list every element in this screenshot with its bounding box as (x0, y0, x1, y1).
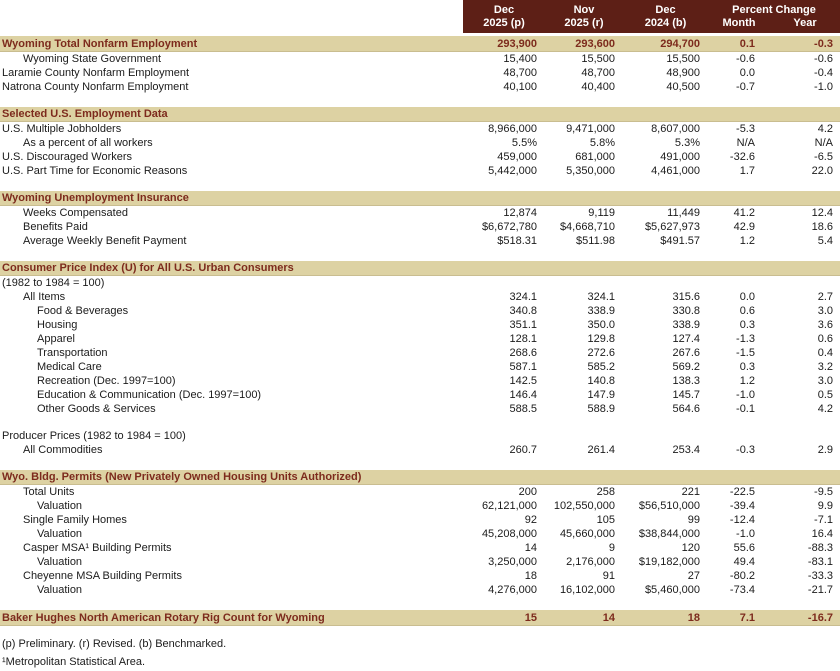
row-label: Selected U.S. Employment Data (2, 108, 168, 120)
table-row (0, 136, 840, 150)
value-dec-2024: 127.4 (672, 333, 700, 345)
value-nov-2025: 9 (608, 542, 615, 554)
table-row (0, 402, 840, 416)
value-dec-2025: 5.5% (511, 137, 537, 149)
table-row (0, 360, 840, 374)
value-dec-2025: 459,000 (497, 151, 537, 163)
row-label: Casper MSA¹ Building Permits (23, 542, 172, 554)
value-pct-change-month: 0.1 (739, 37, 755, 50)
value-dec-2025: 18 (524, 570, 537, 582)
value-dec-2024: $56,510,000 (638, 500, 700, 512)
footnotes (0, 626, 840, 671)
table-row (0, 541, 840, 555)
column-header-line1: Nov (573, 3, 595, 16)
value-dec-2024: 11,449 (667, 207, 700, 219)
value-dec-2025: 324.1 (509, 291, 537, 303)
table-header (0, 0, 840, 33)
value-pct-change-year: 5.4 (817, 235, 833, 247)
row-label: As a percent of all workers (23, 137, 153, 149)
value-nov-2025: 102,550,000 (553, 500, 615, 512)
value-nov-2025: $4,668,710 (559, 221, 615, 233)
table-row (0, 346, 840, 360)
value-dec-2024: $5,460,000 (644, 584, 700, 596)
value-nov-2025: 147.9 (587, 389, 615, 401)
value-dec-2025: 5,442,000 (488, 165, 537, 177)
row-label: Valuation (37, 556, 83, 568)
footnote-abbreviations: (p) Preliminary. (r) Revised. (b) Benchmarked. (2, 638, 227, 650)
table-row (0, 276, 840, 290)
row-label: Valuation (37, 528, 83, 540)
value-pct-change-month: -0.3 (736, 444, 755, 456)
value-dec-2024: 27 (687, 570, 700, 582)
value-pct-change-month: -0.7 (736, 81, 755, 93)
row-label: Recreation (Dec. 1997=100) (37, 375, 176, 387)
table-row (0, 107, 840, 122)
table-row (0, 80, 840, 94)
value-pct-change-year: 0.5 (817, 389, 833, 401)
row-label: Total Units (23, 486, 75, 498)
value-pct-change-year: 0.6 (817, 333, 833, 345)
section-spacer (0, 597, 840, 610)
value-dec-2024: $5,627,973 (644, 221, 700, 233)
row-label: Benefits Paid (23, 221, 88, 233)
table-body (0, 36, 840, 626)
value-nov-2025: 293,600 (575, 37, 615, 50)
value-nov-2025: 91 (602, 570, 615, 582)
column-header-line2: 2024 (b) (644, 16, 687, 29)
value-dec-2025: 200 (518, 486, 537, 498)
table-row (0, 569, 840, 583)
value-dec-2024: $491.57 (660, 235, 700, 247)
table-row (0, 290, 840, 304)
value-dec-2024: 99 (687, 514, 700, 526)
column-header-line1: Dec (655, 3, 676, 16)
value-pct-change-year: -88.3 (807, 542, 833, 554)
value-dec-2024: 15,500 (666, 53, 700, 65)
row-label: All Commodities (23, 444, 103, 456)
table-row (0, 374, 840, 388)
value-dec-2024: 4,461,000 (651, 165, 700, 177)
value-pct-change-month: 7.1 (739, 611, 755, 624)
value-pct-change-month: 42.9 (733, 221, 755, 233)
value-pct-change-year: 3.6 (817, 319, 833, 331)
row-label: Average Weekly Benefit Payment (23, 235, 187, 247)
value-dec-2024: 294,700 (660, 37, 700, 50)
value-pct-change-month: 41.2 (733, 207, 755, 219)
value-pct-change-month: 0.3 (739, 361, 755, 373)
table-row (0, 318, 840, 332)
row-label: Producer Prices (1982 to 1984 = 100) (2, 430, 186, 442)
column-header-line1: Dec (493, 3, 515, 16)
value-dec-2024: 564.6 (672, 403, 700, 415)
value-dec-2025: 8,966,000 (488, 123, 537, 135)
value-pct-change-year: 2.7 (817, 291, 833, 303)
column-header-year: Year (793, 16, 817, 29)
value-nov-2025: 261.4 (587, 444, 615, 456)
value-nov-2025: 258 (596, 486, 615, 498)
value-dec-2025: 351.1 (509, 319, 537, 331)
value-dec-2025: 92 (524, 514, 537, 526)
row-label: Baker Hughes North American Rotary Rig Count for Wyoming (2, 611, 325, 624)
row-label: Cheyenne MSA Building Permits (23, 570, 182, 582)
value-nov-2025: 16,102,000 (559, 584, 615, 596)
value-nov-2025: 5,350,000 (566, 165, 615, 177)
section-spacer (0, 416, 840, 429)
table-row (0, 191, 840, 206)
row-label: All Items (23, 291, 66, 303)
value-pct-change-year: -0.6 (814, 53, 833, 65)
table-row (0, 122, 840, 136)
row-label: U.S. Discouraged Workers (2, 151, 133, 163)
value-pct-change-year: -1.0 (814, 81, 833, 93)
value-pct-change-year: -16.7 (807, 611, 833, 624)
value-pct-change-year: -83.1 (807, 556, 833, 568)
value-pct-change-year: 2.9 (817, 444, 833, 456)
row-label: Apparel (37, 333, 75, 345)
percent-change-title: Percent Change (732, 3, 816, 16)
table-row (0, 220, 840, 234)
table-row (0, 261, 840, 276)
value-pct-change-year: 3.0 (817, 375, 833, 387)
row-label: Natrona County Nonfarm Employment (2, 81, 189, 93)
value-pct-change-month: -22.5 (729, 486, 755, 498)
row-label: Medical Care (37, 361, 102, 373)
table-row (0, 443, 840, 457)
value-pct-change-month: 1.2 (739, 235, 755, 247)
value-nov-2025: 272.6 (587, 347, 615, 359)
value-pct-change-month: 49.4 (733, 556, 755, 568)
row-label: Wyoming State Government (23, 53, 162, 65)
value-pct-change-year: -21.7 (807, 584, 833, 596)
value-pct-change-year: 12.4 (811, 207, 833, 219)
value-dec-2024: 330.8 (672, 305, 700, 317)
table-row (0, 429, 840, 443)
value-pct-change-year: 0.4 (817, 347, 833, 359)
value-nov-2025: 588.9 (587, 403, 615, 415)
column-header-dec-2024 (623, 0, 708, 33)
value-nov-2025: 324.1 (587, 291, 615, 303)
value-nov-2025: 15,500 (581, 53, 615, 65)
row-label: Valuation (37, 500, 83, 512)
value-pct-change-month: 55.6 (733, 542, 755, 554)
value-dec-2024: 221 (681, 486, 700, 498)
value-pct-change-month: -0.6 (736, 53, 755, 65)
row-label: Food & Beverages (37, 305, 129, 317)
column-header-nov-2025 (545, 0, 623, 33)
row-label: Wyo. Bldg. Permits (New Privately Owned Housing Units Authorized) (2, 471, 362, 483)
value-dec-2025: 14 (524, 542, 537, 554)
value-nov-2025: 45,660,000 (559, 528, 615, 540)
value-pct-change-year: 3.2 (817, 361, 833, 373)
column-header-month: Month (722, 16, 756, 29)
value-pct-change-month: -1.0 (736, 389, 755, 401)
value-dec-2024: 8,607,000 (651, 123, 700, 135)
value-pct-change-month: N/A (736, 137, 755, 149)
table-row (0, 610, 840, 626)
value-dec-2024: $19,182,000 (638, 556, 700, 568)
value-pct-change-year: -9.5 (814, 486, 833, 498)
column-header-line2: 2025 (p) (483, 16, 525, 29)
row-label: U.S. Part Time for Economic Reasons (2, 165, 188, 177)
value-nov-2025: 2,176,000 (566, 556, 615, 568)
table-row (0, 513, 840, 527)
value-pct-change-month: 1.7 (739, 165, 755, 177)
value-dec-2025: 62,121,000 (481, 500, 537, 512)
section-spacer (0, 94, 840, 107)
value-dec-2024: $38,844,000 (638, 528, 700, 540)
value-pct-change-month: 0.0 (739, 291, 755, 303)
row-label: Other Goods & Services (37, 403, 156, 415)
value-dec-2025: 588.5 (509, 403, 537, 415)
value-dec-2025: 142.5 (509, 375, 537, 387)
row-label: Weeks Compensated (23, 207, 128, 219)
value-dec-2025: 268.6 (509, 347, 537, 359)
row-label: Consumer Price Index (U) for All U.S. Urban Consumers (2, 262, 294, 274)
table-row (0, 485, 840, 499)
table-row (0, 332, 840, 346)
value-nov-2025: 338.9 (587, 305, 615, 317)
table-row (0, 499, 840, 513)
table-row (0, 66, 840, 80)
value-pct-change-year: -6.5 (814, 151, 833, 163)
value-dec-2025: 15,400 (503, 53, 537, 65)
value-dec-2025: 293,900 (497, 37, 537, 50)
row-label: Valuation (37, 584, 83, 596)
value-dec-2024: 253.4 (672, 444, 700, 456)
value-dec-2024: 48,900 (666, 67, 700, 79)
value-dec-2025: $518.31 (497, 235, 537, 247)
value-pct-change-year: 16.4 (811, 528, 833, 540)
value-dec-2024: 315.6 (672, 291, 700, 303)
percent-change-subheaders (708, 17, 840, 30)
value-dec-2024: 145.7 (672, 389, 700, 401)
section-spacer (0, 457, 840, 470)
row-label: (1982 to 1984 = 100) (2, 277, 105, 289)
value-dec-2024: 5.3% (674, 137, 700, 149)
value-pct-change-month: -80.2 (729, 570, 755, 582)
value-dec-2024: 120 (681, 542, 700, 554)
value-dec-2025: 340.8 (509, 305, 537, 317)
column-header-percent-change-group (708, 0, 840, 33)
row-label: Laramie County Nonfarm Employment (2, 67, 190, 79)
value-pct-change-month: 0.6 (739, 305, 755, 317)
value-dec-2024: 491,000 (660, 151, 700, 163)
row-label: U.S. Multiple Jobholders (2, 123, 122, 135)
value-nov-2025: 14 (602, 611, 615, 624)
column-header-dec-2025 (463, 0, 545, 33)
value-nov-2025: 129.8 (587, 333, 615, 345)
table-row (0, 234, 840, 248)
value-pct-change-year: 9.9 (817, 500, 833, 512)
value-pct-change-year: 3.0 (817, 305, 833, 317)
value-dec-2025: 45,208,000 (481, 528, 537, 540)
row-label: Education & Communication (Dec. 1997=100) (37, 389, 262, 401)
table-row (0, 52, 840, 66)
value-dec-2024: 18 (687, 611, 700, 624)
column-header-line2: 2025 (r) (564, 16, 604, 29)
value-dec-2025: 4,276,000 (488, 584, 537, 596)
table-row (0, 555, 840, 569)
value-pct-change-year: -7.1 (814, 514, 833, 526)
value-dec-2024: 40,500 (666, 81, 700, 93)
value-nov-2025: 40,400 (581, 81, 615, 93)
value-pct-change-month: -1.3 (736, 333, 755, 345)
value-dec-2025: 146.4 (509, 389, 537, 401)
table-row (0, 150, 840, 164)
value-dec-2025: 40,100 (503, 81, 537, 93)
value-dec-2025: 3,250,000 (488, 556, 537, 568)
value-pct-change-year: 22.0 (811, 165, 833, 177)
value-pct-change-month: -1.5 (736, 347, 755, 359)
value-nov-2025: 9,471,000 (566, 123, 615, 135)
table-row (0, 36, 840, 52)
value-pct-change-year: 4.2 (817, 403, 833, 415)
row-label: Housing (37, 319, 78, 331)
value-pct-change-month: -1.0 (736, 528, 755, 540)
table-row (0, 304, 840, 318)
row-label: Single Family Homes (23, 514, 127, 526)
value-pct-change-month: -5.3 (736, 123, 755, 135)
value-nov-2025: 5.8% (589, 137, 615, 149)
value-dec-2025: 587.1 (509, 361, 537, 373)
table-row (0, 388, 840, 402)
value-pct-change-month: 0.0 (739, 67, 755, 79)
value-dec-2025: 260.7 (509, 444, 537, 456)
table-row (0, 206, 840, 220)
value-nov-2025: 48,700 (581, 67, 615, 79)
value-dec-2024: 138.3 (672, 375, 700, 387)
value-dec-2025: $6,672,780 (481, 221, 537, 233)
value-dec-2024: 267.6 (672, 347, 700, 359)
value-pct-change-month: 0.3 (739, 319, 755, 331)
value-nov-2025: 350.0 (587, 319, 615, 331)
value-pct-change-year: -0.4 (814, 67, 833, 79)
value-pct-change-month: -32.6 (729, 151, 755, 163)
value-nov-2025: 9,119 (588, 207, 615, 219)
value-pct-change-year: 4.2 (817, 123, 833, 135)
table-row (0, 583, 840, 597)
value-pct-change-month: -39.4 (729, 500, 755, 512)
value-pct-change-month: 1.2 (739, 375, 755, 387)
value-pct-change-year: N/A (814, 137, 833, 149)
header-column-block (463, 0, 840, 33)
value-dec-2025: 12,874 (503, 207, 537, 219)
value-nov-2025: 140.8 (587, 375, 615, 387)
value-pct-change-year: 18.6 (811, 221, 833, 233)
value-nov-2025: 681,000 (575, 151, 615, 163)
section-spacer (0, 248, 840, 261)
value-nov-2025: $511.98 (576, 235, 615, 247)
table-row (0, 164, 840, 178)
row-label: Wyoming Total Nonfarm Employment (2, 37, 198, 50)
value-pct-change-month: -12.4 (729, 514, 755, 526)
value-dec-2025: 48,700 (503, 67, 537, 79)
header-left-spacer (0, 0, 463, 33)
value-pct-change-year: -0.3 (814, 37, 833, 50)
row-label: Wyoming Unemployment Insurance (2, 192, 189, 204)
footnote-msa: ¹Metropolitan Statistical Area. (2, 656, 146, 668)
section-spacer (0, 178, 840, 191)
value-nov-2025: 105 (596, 514, 615, 526)
table-row (0, 470, 840, 485)
value-pct-change-month: -0.1 (736, 403, 755, 415)
table-row (0, 527, 840, 541)
row-label: Transportation (37, 347, 108, 359)
value-pct-change-month: -73.4 (729, 584, 755, 596)
value-dec-2024: 338.9 (672, 319, 700, 331)
value-dec-2025: 15 (524, 611, 537, 624)
value-nov-2025: 585.2 (587, 361, 615, 373)
value-pct-change-year: -33.3 (807, 570, 833, 582)
value-dec-2024: 569.2 (672, 361, 700, 373)
value-dec-2025: 128.1 (509, 333, 537, 345)
